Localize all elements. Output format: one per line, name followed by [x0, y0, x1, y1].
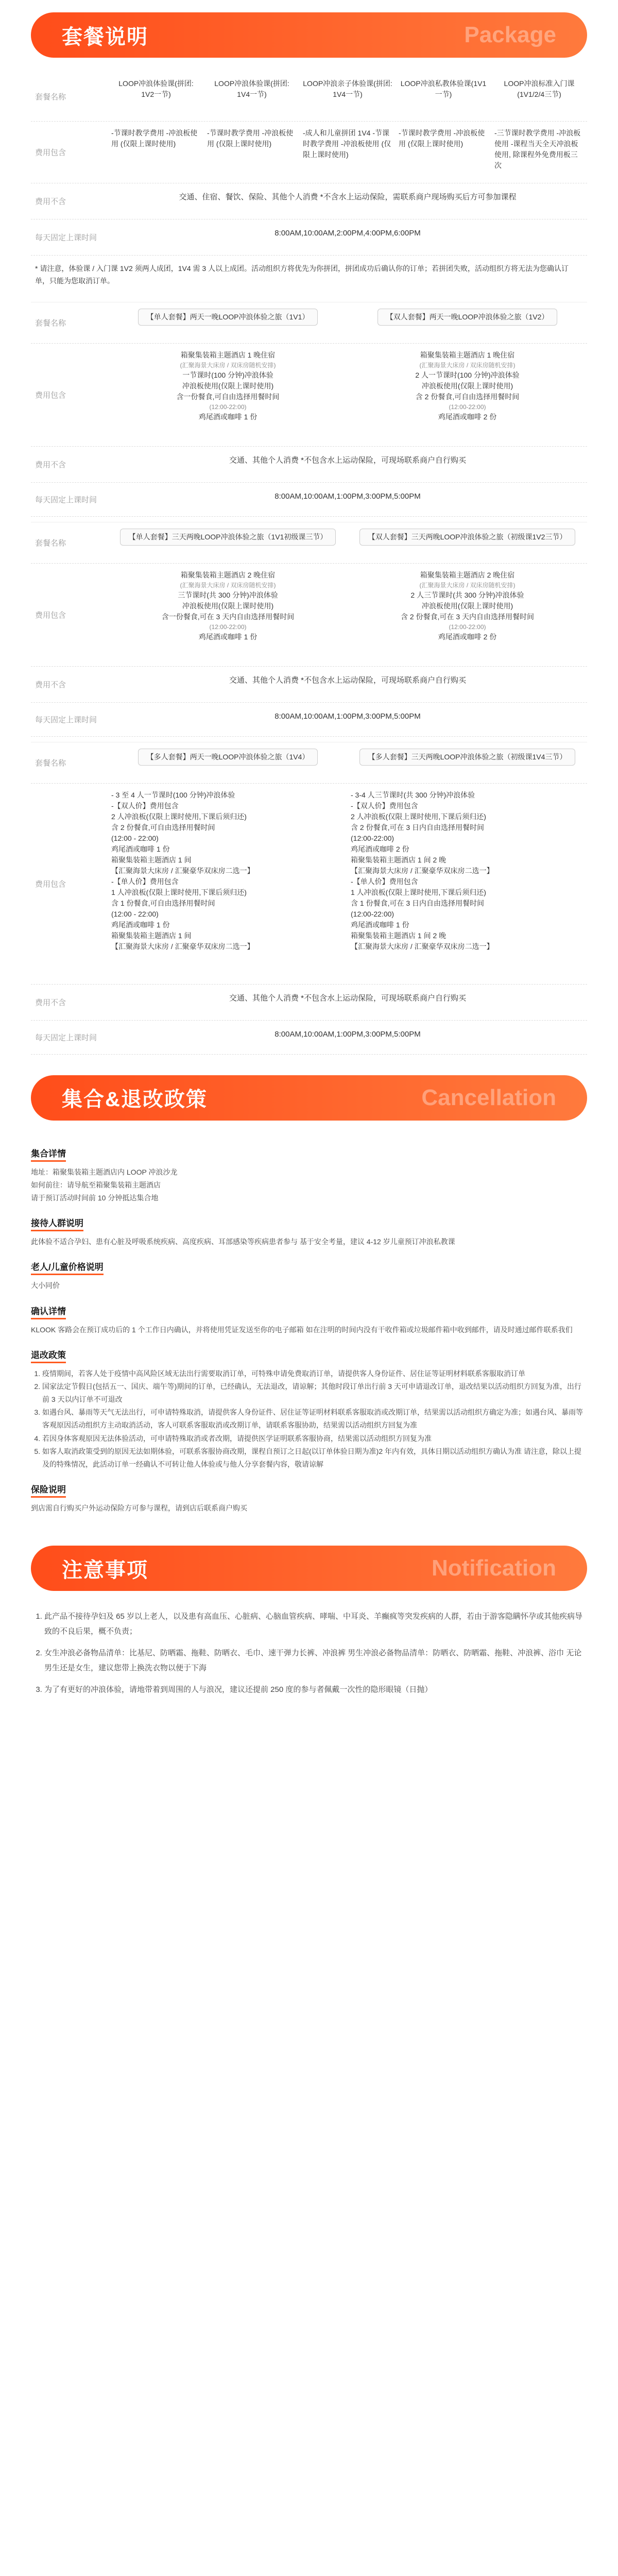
- child-title: 老人/儿童价格说明: [31, 1260, 104, 1275]
- package-name: 【单人套餐】两天一晚LOOP冲浪体验之旅（1V1）: [138, 309, 318, 326]
- fee-line: (12:00-22:00): [351, 834, 394, 842]
- row-label: 每天固定上课时间: [35, 495, 97, 504]
- excl-cell: 交通、其他个人消费 *不包含水上运动保险，可现场联系商户自行购买: [229, 993, 466, 1003]
- package-name-cell: LOOP冲浪体验课(拼团: 1V4一节): [214, 79, 289, 98]
- notes-en-title: Notification: [432, 1555, 556, 1581]
- package-en-title: Package: [464, 22, 556, 47]
- child-text: 大小同价: [31, 1281, 60, 1290]
- fee-cell: -节课时教学费用 -冲浪板使用 (仅限上课时使用): [111, 129, 198, 148]
- fee-line: 冲浪板使用(仅限上课时使用): [421, 601, 513, 610]
- fee-list: [348, 784, 587, 984]
- package-name-cell: LOOP冲浪亲子体验课(拼团: 1V4一节): [303, 79, 392, 98]
- fee-line: 1 人冲浪板(仅限上课时使用,下课后须归还): [351, 888, 486, 896]
- fee-line: 鸡尾酒或咖啡 1 份: [198, 412, 258, 421]
- fee-line: 鸡尾酒或咖啡 2 份: [438, 632, 497, 641]
- fee-line: 【汇聚海景大床房 / 汇聚豪华双床房二选一】: [111, 866, 254, 875]
- refund-title: 退改政策: [31, 1348, 66, 1363]
- fee-line: 含 2 份餐食,可自由选择用餐时间: [415, 392, 520, 401]
- list-item: 1. 疫情期间，若客人处于疫情中高风险区域无法出行需要取消订单，可特殊申请免费取消订单，请提供客人身份证件、居住证等证明材料联系客服取消订单: [42, 1367, 587, 1380]
- list-item: 2. 女生冲浪必备物品清单：比基尼、防晒霜、拖鞋、防晒衣、毛巾、速干弹力长裤、冲浪裤 男生冲浪必备物品清单：防晒衣、防晒霜、拖鞋、冲浪裤、浴巾 无论男生还是女生，建议您带上换洗衣物以便于下海: [44, 1646, 587, 1675]
- fee-line: 2 人一节课时(100 分钟)冲浪体验: [415, 370, 520, 379]
- fee-line: 三节课时(共 300 分钟)冲浪体验: [178, 590, 278, 599]
- fee-line: (12:00 - 22:00): [111, 834, 159, 842]
- fee-line: 冲浪板使用(仅限上课时使用): [182, 381, 274, 390]
- fee-line: (12:00-22:00): [209, 403, 247, 411]
- fee-line: 1 人冲浪板(仅限上课时使用,下课后须归还): [111, 888, 247, 896]
- list-item: 4. 若因身体客观原因无法体验活动，可申请特殊取消或者改期，请提供医学证明联系客服协商，结果需以活动组织方回复为准: [42, 1432, 587, 1445]
- req-title: 接待人群说明: [31, 1216, 83, 1231]
- meet-line: 请于预订活动时间前 10 分钟抵达集合地: [31, 1193, 159, 1202]
- fee-cell: -节课时教学费用 -冲浪板使用 (仅限上课时使用): [207, 129, 294, 148]
- row-label: 费用包含: [35, 391, 66, 400]
- list-item: 3. 如遇台风、暴雨等天气无法出行，可申请特殊取消，请提供客人身份证件、居住证等证明材料联系客服取消或改期订单，结果需以活动组织方确定为准；如遇台风、暴雨等客观原因活动组织方主动取消活动，客人可联系客服取消或改期订单，请联系客服协助，结果需以活动组织方回复为准: [42, 1406, 587, 1432]
- fee-line: (12:00 - 22:00): [111, 909, 159, 918]
- fee-line: 鸡尾酒或咖啡 2 份: [351, 844, 409, 853]
- fee-line: 鸡尾酒或咖啡 1 份: [351, 920, 409, 929]
- fee-line: 【汇聚海景大床房 / 汇聚豪华双床房二选一】: [351, 866, 494, 875]
- fee-line: 含 2 份餐食,可在 3 天内自由选择用餐时间: [400, 612, 535, 621]
- fee-line: -【单人价】费用包含: [111, 877, 179, 886]
- row-label: 费用不含: [35, 680, 66, 689]
- table-row: [31, 72, 587, 122]
- table-row: [31, 985, 587, 1021]
- list-item: 3. 为了有更好的冲浪体验，请地带着到周围的人与浪况，建议还提前 250 度的参与者佩戴一次性的隐形眼镜（日抛）: [44, 1683, 587, 1698]
- excl-cell: 交通、其他个人消费 *不包含水上运动保险，可现场联系商户自行购买: [229, 675, 466, 685]
- row-label: 每天固定上课时间: [35, 715, 97, 724]
- time-cell: 8:00AM,10:00AM,1:00PM,3:00PM,5:00PM: [274, 1029, 421, 1039]
- table-row: [31, 784, 587, 985]
- meet-line: 地址：箱聚集装箱主题酒店内 LOOP 冲浪沙龙: [31, 1167, 178, 1176]
- fee-list: [348, 344, 587, 446]
- table-row: [31, 302, 587, 344]
- table-row: [31, 122, 587, 183]
- package-name: 【双人套餐】两天一晚LOOP冲浪体验之旅（1V2）: [377, 309, 558, 326]
- notes-title: 注意事项: [62, 1558, 148, 1582]
- meet-text: [31, 1166, 587, 1205]
- ins-title: 保险说明: [31, 1482, 66, 1498]
- row-label: 费用包含: [35, 148, 66, 157]
- row-label: 套餐名称: [35, 93, 66, 101]
- row-label: 费用不含: [35, 197, 66, 206]
- policy-en-title: Cancellation: [421, 1084, 556, 1110]
- fee-line: (12:00-22:00): [351, 909, 394, 918]
- fee-line: 鸡尾酒或咖啡 2 份: [438, 412, 497, 421]
- package-name-cell: LOOP冲浪体验课(拼团: 1V2一节): [118, 79, 194, 98]
- time-cell: 8:00AM,10:00AM,1:00PM,3:00PM,5:00PM: [274, 492, 421, 501]
- fee-line: 冲浪板使用(仅限上课时使用): [182, 601, 274, 610]
- table-row: [31, 703, 587, 737]
- row-label: 套餐名称: [35, 538, 66, 548]
- package-name: 【单人套餐】三天两晚LOOP冲浪体验之旅（1V1初级课三节）: [120, 529, 336, 546]
- package-block: [31, 742, 587, 1055]
- fee-line: 鸡尾酒或咖啡 1 份: [111, 920, 170, 929]
- row-label: 套餐名称: [35, 758, 66, 768]
- fee-cell: -节课时教学费用 -冲浪板使用 (仅限上课时使用): [399, 129, 485, 148]
- fee-line: 箱聚集装箱主题酒店 1 间 2 晚: [351, 855, 447, 864]
- page: [0, 12, 618, 2576]
- notes-list: [31, 1609, 587, 1698]
- table-row: [31, 344, 587, 447]
- fee-line: 箱聚集装箱主题酒店 1 间 2 晚: [351, 931, 447, 940]
- table-row: [31, 667, 587, 703]
- excl-cell: 交通、住宿、餐饮、保险、其他个人消费 *不含水上运动保险，需联系商户现场购买后方可参加课程: [179, 193, 517, 201]
- package-banner: [31, 12, 587, 58]
- list-item: 2. 国家法定节假日(包括五一、国庆、端午等)期间的订单，已经确认，无法退改，请谅解；其他时段订单出行前 3 天可申请退改订单，退改结果以活动组织方回复为准，出行前 3 天以内订单不可退改: [42, 1380, 587, 1406]
- fee-line: 箱聚集装箱主题酒店 1 间: [111, 855, 192, 864]
- package-section: [31, 72, 587, 1055]
- package-name: 【双人套餐】三天两晚LOOP冲浪体验之旅（初级课1V2三节）: [359, 529, 576, 546]
- refund-list: [31, 1367, 587, 1471]
- fee-line: 箱聚集装箱主题酒店 1 晚住宿: [180, 350, 276, 359]
- fee-line: 【汇聚海景大床房 / 汇聚豪华双床房二选一】: [351, 942, 494, 951]
- table-row: [31, 742, 587, 784]
- row-label: 每天固定上课时间: [35, 1033, 97, 1042]
- policy-title: 集合&退改政策: [62, 1088, 208, 1111]
- policy-banner: [31, 1075, 587, 1121]
- list-item: 5. 如客人取消政策受到的原因无法如期体验，可联系客服协商改期，课程自预订之日起(以订单体验日期为准)2 年内有效，具体日期以活动组织方确认为准 请注意，除以上提及的特殊情况，此活动订单一经确认不可转让他人体验或与他人分享套餐内容，敬请谅解: [42, 1445, 587, 1471]
- fee-line: - 3 至 4 人一节课时(100 分钟)冲浪体验: [111, 790, 235, 799]
- row-label: 费用包含: [35, 879, 66, 889]
- fee-line: (汇聚海景大床房 / 双床房随机安排): [419, 361, 516, 369]
- ins-text: 到店需自行购买户外运动保险方可参与课程，请到店后联系商户购买: [31, 1504, 247, 1513]
- fee-line: 冲浪板使用(仅限上课时使用): [421, 381, 513, 390]
- meet-title: 集合详情: [31, 1146, 66, 1162]
- package-title: 套餐说明: [62, 25, 148, 48]
- table-row: [31, 483, 587, 517]
- row-label: 费用不含: [35, 460, 66, 469]
- table-row: [31, 564, 587, 667]
- fee-line: 含 1 份餐食,可在 3 日内自由选择用餐时间: [351, 899, 485, 907]
- fee-line: 【汇聚海景大床房 / 汇聚豪华双床房二选一】: [111, 942, 254, 951]
- table-row: [31, 219, 587, 256]
- row-label: 费用包含: [35, 611, 66, 620]
- fee-line: 2 人三节课时(共 300 分钟)冲浪体验: [410, 590, 524, 599]
- fee-list: [108, 564, 348, 666]
- fee-line: 含 1 份餐食,可自由选择用餐时间: [111, 899, 215, 907]
- time-cell: 8:00AM,10:00AM,2:00PM,4:00PM,6:00PM: [274, 229, 421, 238]
- fee-line: - 3-4 人三节课时(共 300 分钟)冲浪体验: [351, 790, 475, 799]
- row-label: 套餐名称: [35, 318, 66, 328]
- fee-list: [108, 784, 348, 984]
- fee-line: 鸡尾酒或咖啡 1 份: [111, 844, 170, 853]
- fee-line: 含 2 份餐食,可在 3 日内自由选择用餐时间: [351, 823, 485, 832]
- fee-line: 箱聚集装箱主题酒店 1 间: [111, 931, 192, 940]
- time-cell: 8:00AM,10:00AM,1:00PM,3:00PM,5:00PM: [274, 711, 421, 721]
- fee-line: (12:00-22:00): [449, 623, 486, 631]
- table-row: [31, 1021, 587, 1055]
- notes-banner: [31, 1546, 587, 1591]
- package-name-cell: LOOP冲浪标准入门课(1V1/2/4三节): [504, 79, 575, 98]
- fee-line: (汇聚海景大床房 / 双床房随机安排): [180, 581, 276, 589]
- fee-cell: -三节课时教学费用 -冲浪板使用 -课程当天全天冲浪板使用, 除课程外免费用板三次: [494, 129, 581, 170]
- fee-line: -【双人价】费用包含: [351, 801, 418, 810]
- notes-section: [31, 1609, 587, 1698]
- confirm-title: 确认详情: [31, 1304, 66, 1319]
- row-label: 费用不含: [35, 998, 66, 1007]
- fee-line: 含 2 份餐食,可自由选择用餐时间: [111, 823, 215, 832]
- excl-cell: 交通、其他个人消费 *不包含水上运动保险，可现场联系商户自行购买: [229, 455, 466, 465]
- fee-list: [348, 564, 587, 666]
- fee-line: 2 人冲浪板(仅限上课时使用,下课后须归还): [351, 812, 486, 821]
- pairing-note: * 请注意，体验课 / 入门课 1V2 须两人成团，1V4 需 3 人以上成团。活动组织方将优先为你拼团，拼团成功后确认你的订单；若拼团失败，活动组织方将无法为您确认订单，只能为您取消订单。: [35, 264, 569, 285]
- table-row: [31, 447, 587, 483]
- package-name: 【多人套餐】三天两晚LOOP冲浪体验之旅（初级课1V4三节）: [359, 749, 576, 766]
- meet-line: 如何前往：请导航至箱聚集装箱主题酒店: [31, 1180, 161, 1189]
- package-name: 【多人套餐】两天一晚LOOP冲浪体验之旅（1V4）: [138, 749, 318, 766]
- table-row: [31, 183, 587, 219]
- fee-line: -【双人价】费用包含: [111, 801, 179, 810]
- policy-section: [31, 1135, 587, 1515]
- fee-line: -【单人价】费用包含: [351, 877, 418, 886]
- table-row: [31, 522, 587, 564]
- package-block: [31, 522, 587, 737]
- row-label: 每天固定上课时间: [35, 233, 97, 242]
- req-text: 此体验不适合孕妇、患有心脏及呼吸系统疾病、高度疾病、耳部感染等疾病患者参与 基于安全考量，建议 4-12 岁儿童预订冲浪私教课: [31, 1238, 455, 1246]
- confirm-text: KLOOK 客路会在预订成功后的 1 个工作日内确认，并将使用凭证发送至你的电子邮箱 如在注明的时间内没有干收件箱或垃圾邮件箱中收到邮件，请及时通过邮件联系我们: [31, 1325, 573, 1334]
- fee-line: 一节课时(100 分钟)冲浪体验: [182, 370, 273, 379]
- fee-line: (12:00-22:00): [449, 403, 486, 411]
- package-block: [31, 302, 587, 517]
- fee-line: 鸡尾酒或咖啡 1 份: [198, 632, 258, 641]
- fee-line: 2 人冲浪板(仅限上课时使用,下课后须归还): [111, 812, 247, 821]
- fee-line: 箱聚集装箱主题酒店 2 晚住宿: [180, 570, 276, 579]
- fee-line: 箱聚集装箱主题酒店 1 晚住宿: [420, 350, 515, 359]
- fee-line: 含一份餐食,可自由选择用餐时间: [176, 392, 280, 401]
- fee-line: (12:00-22:00): [209, 623, 247, 631]
- fee-line: (汇聚海景大床房 / 双床房随机安排): [180, 361, 276, 369]
- fee-line: 含一份餐食,可在 3 天内自由选择用餐时间: [161, 612, 295, 621]
- fee-list: [108, 344, 348, 446]
- list-item: 1. 此产品不接待孕妇及 65 岁以上老人，以及患有高血压、心脏病、心脑血管疾病、哮喘、中耳炎、羊癫疯等突发疾病的人群，若由于游客隐瞒怀孕或其他疾病导致的不良后果，概不负责；: [44, 1609, 587, 1639]
- fee-line: 箱聚集装箱主题酒店 2 晚住宿: [420, 570, 515, 579]
- package-name-cell: LOOP冲浪私教体验课(1V1一节): [400, 79, 487, 98]
- fee-cell: -成人和儿童拼团 1V4 -节课时教学费用 -冲浪板使用 (仅限上课时使用): [303, 129, 391, 159]
- fee-line: (汇聚海景大床房 / 双床房随机安排): [419, 581, 516, 589]
